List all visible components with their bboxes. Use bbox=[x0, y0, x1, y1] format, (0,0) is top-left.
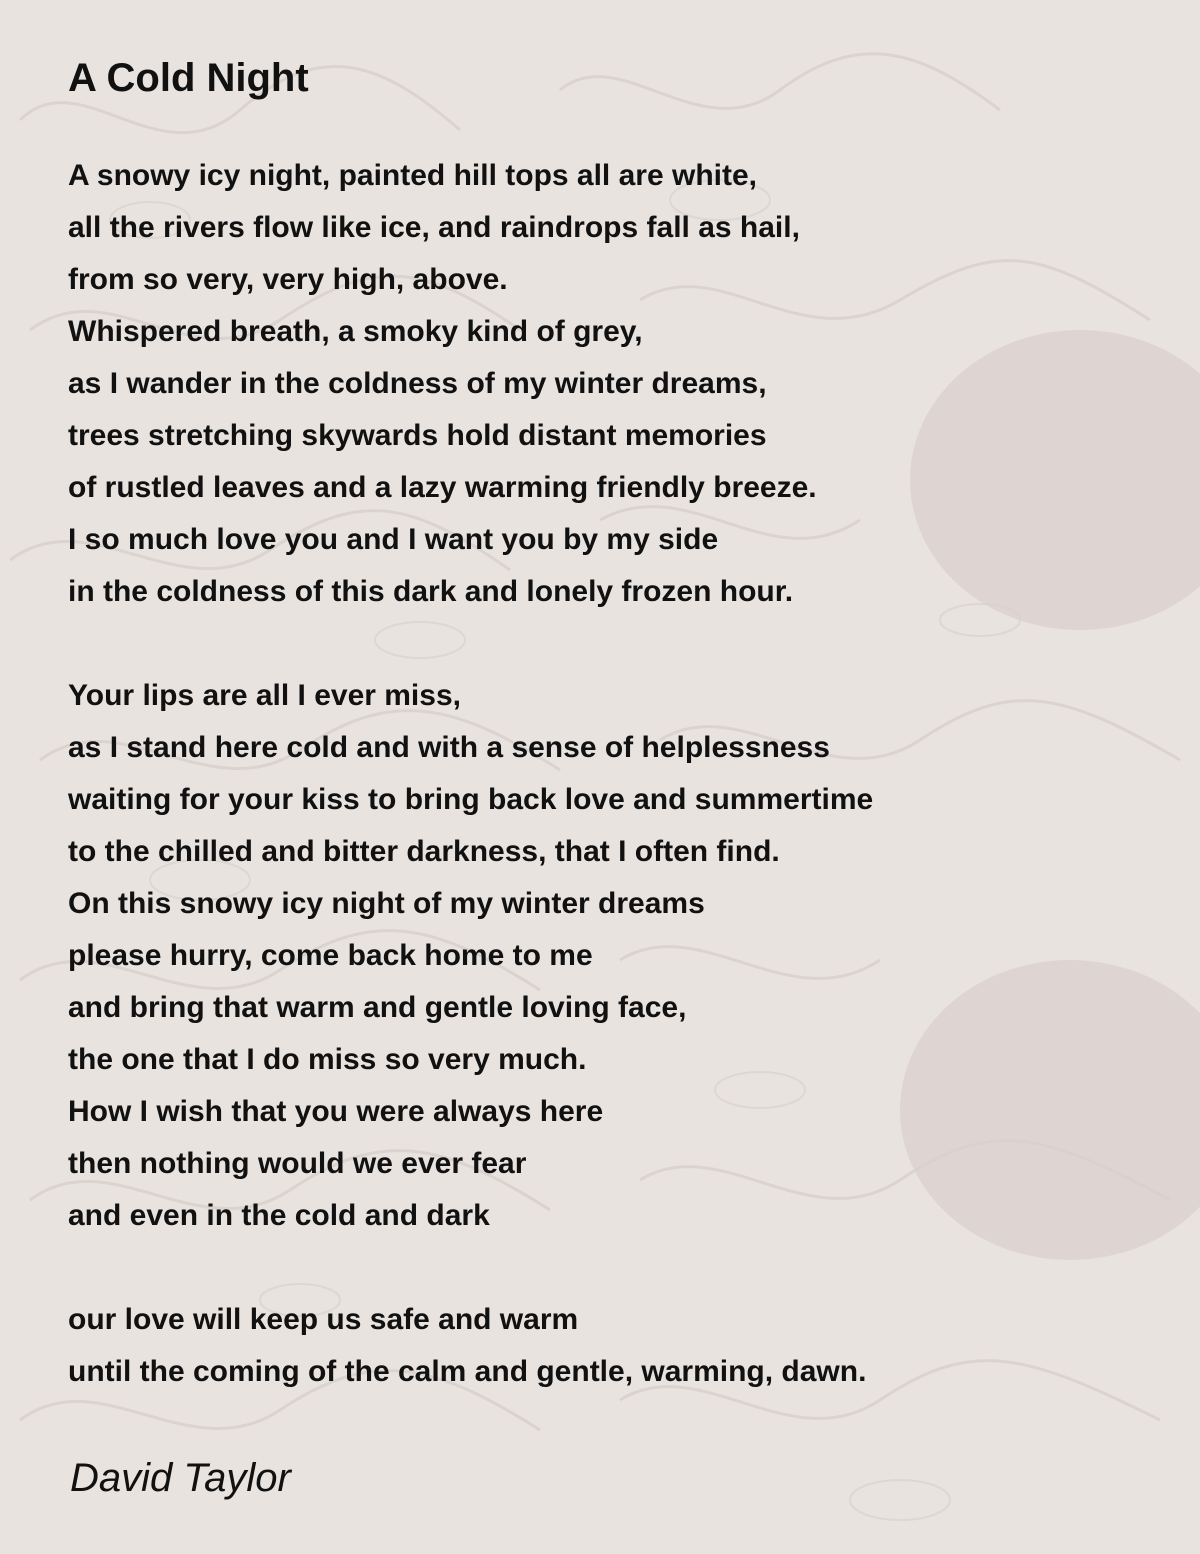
poem-title: A Cold Night bbox=[68, 56, 309, 100]
stanza-3 bbox=[68, 1294, 1128, 1398]
poem-line: Your lips are all I ever miss, bbox=[68, 679, 461, 712]
poem-line: until the coming of the calm and gentle, warming, dawn. bbox=[68, 1355, 867, 1388]
stanza-2 bbox=[68, 670, 1128, 1242]
poem-line: A snowy icy night, painted hill tops all are white, bbox=[68, 159, 757, 192]
poem-line: trees stretching skywards hold distant memories bbox=[68, 419, 767, 452]
poem-line: On this snowy icy night of my winter dreams bbox=[68, 887, 705, 920]
poem-line: Whispered breath, a smoky kind of grey, bbox=[68, 315, 643, 348]
poem-line: of rustled leaves and a lazy warming friendly breeze. bbox=[68, 471, 817, 504]
poem-line: and bring that warm and gentle loving face, bbox=[68, 991, 687, 1024]
poem-line: from so very, very high, above. bbox=[68, 263, 508, 296]
poem-body bbox=[68, 150, 1128, 1450]
poem-line: I so much love you and I want you by my side bbox=[68, 523, 719, 556]
poem-line: waiting for your kiss to bring back love and summertime bbox=[68, 783, 874, 816]
stanza-1 bbox=[68, 150, 1128, 618]
poem-line: our love will keep us safe and warm bbox=[68, 1303, 579, 1336]
poem-line: How I wish that you were always here bbox=[68, 1095, 604, 1128]
poem-line: all the rivers flow like ice, and raindrops fall as hail, bbox=[68, 211, 800, 244]
poem-line: to the chilled and bitter darkness, that I often find. bbox=[68, 835, 780, 868]
poem-line: as I stand here cold and with a sense of helplessness bbox=[68, 731, 830, 764]
poem-line: the one that I do miss so very much. bbox=[68, 1043, 587, 1076]
poem-line: as I wander in the coldness of my winter dreams, bbox=[68, 367, 767, 400]
poem-line: please hurry, come back home to me bbox=[68, 939, 593, 972]
poem-author: David Taylor bbox=[70, 1456, 291, 1500]
poem-line: then nothing would we ever fear bbox=[68, 1147, 527, 1180]
poem-line: and even in the cold and dark bbox=[68, 1199, 490, 1232]
poem-line: in the coldness of this dark and lonely frozen hour. bbox=[68, 575, 794, 608]
